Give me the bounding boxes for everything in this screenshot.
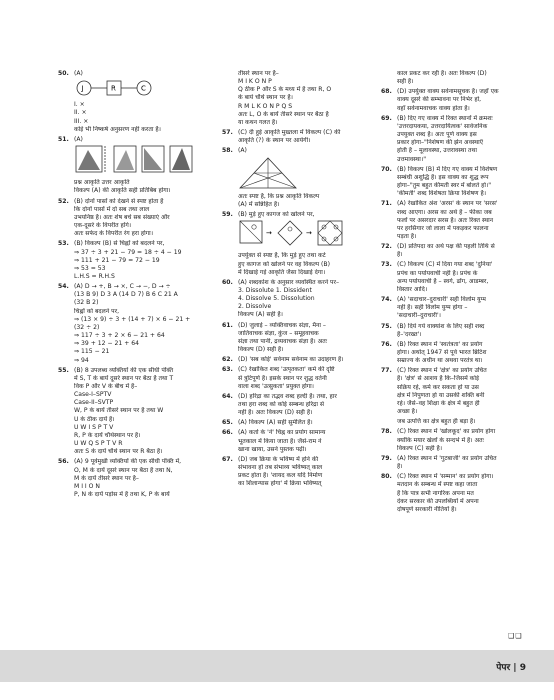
answer-item (222, 366, 374, 390)
answer-item (381, 455, 531, 471)
question-number: 66. (222, 429, 233, 437)
answer-line: ⇒ 117 ÷ 3 + 2 × 6 − 21 + 64 (74, 332, 165, 340)
answer-line: नहीं है। अतः विकल्प (D) सही है। (238, 409, 313, 417)
answer-line: सम्राज्य के अधीन था अथवा परतंत्र था। (397, 357, 483, 365)
answer-item (222, 419, 374, 427)
answer-item (381, 428, 531, 452)
answer-line: विकल्प (D) सही है। (238, 346, 284, 354)
answer-line: प्रपंच का पर्यायवाची नहीं है। प्रपंच के (397, 269, 478, 277)
answer-line: या कथन गलत है। (238, 118, 278, 126)
answer-item (381, 166, 531, 199)
svg-text:R: R (111, 84, 116, 93)
answer-line: (C) रिक्त स्थान में 'खोलकूद' का प्रयोग होगा (397, 428, 496, 436)
answer-line: O, M के दायें दूसरे स्थान पर बैठा है तथा N, (74, 466, 173, 474)
answer-item (381, 473, 531, 514)
answer-line: पड़ता है। (397, 232, 417, 240)
question-number: 52. (58, 197, 69, 205)
answer-figure (74, 78, 214, 101)
answer-item (222, 129, 374, 145)
answer-item (381, 200, 531, 241)
answer-line: है। (397, 463, 403, 471)
answer-line: क्षेत्र में निपुणता हो या उसकी शक्ति बनी (397, 391, 485, 399)
answer-line: प्रश्न आकृति उत्तर आकृति (74, 179, 130, 187)
answer-line: (D) प्रतिपदा का अर्थ पक्ष की पहली तिथि से (397, 243, 495, 251)
answer-line: जब उत्पत्ति का क्षेत्र बहुत ही बड़ा है। (397, 418, 476, 426)
answer-line: काल प्रकट कर रही है। अतः विकल्प (D) (397, 70, 487, 77)
answer-line: विक P और V के बीच में है– (74, 383, 138, 390)
answer-line: II. × (74, 109, 87, 117)
answer-line: R M L K O N P Q S (238, 102, 293, 110)
answer-line: खाना खाया, उसने पुस्तक पढ़ी। (238, 445, 307, 453)
answer-line: उत्तमावस्था।" (397, 155, 426, 163)
answer-line: का शिलान्यास होगा' में क्रिया भविष्यत् (238, 480, 322, 488)
question-number: 58. (222, 147, 233, 155)
question-number: 65. (222, 419, 233, 427)
answer-item (58, 136, 214, 196)
answer-item (381, 367, 531, 416)
answer-line: (C) रिक्त स्थान में 'सम्मान' का प्रयोग होगा। (397, 473, 494, 481)
answer-line: कोई भी निष्कर्ष अनुसरण नहीं करता है। (74, 125, 161, 133)
venn-diagram (74, 78, 164, 98)
question-number: 50. (58, 70, 69, 77)
question-number: 64. (222, 392, 233, 400)
answer-line: एक-दूसरे के विपरीत होंगे। (74, 222, 132, 230)
answer-line: होगा–"तुम बहुत कीमती स्वर में बोलते हो।" (397, 182, 492, 190)
answer-line: (C) रेखांकित शब्द 'उत्पृतकता' कर्म की दृष्टि (238, 366, 335, 374)
question-number: 59. (222, 211, 233, 219)
answer-line: तथा हरा शब्द को कोई सम्बन्ध हरिद्रा से (238, 401, 324, 408)
answer-line: (A) विकल्प (A) सही सुमेलित है। (238, 419, 313, 427)
question-number: 62. (222, 356, 233, 364)
svg-text:→: → (266, 229, 272, 238)
answer-line: M I K O N P (238, 78, 272, 86)
answer-item (58, 198, 214, 239)
answer-line: अतः L, O के बायें तीसरे स्थान पर बैठा है (238, 110, 329, 118)
answer-item (58, 240, 214, 281)
answer-line: होती है – मूलावस्था, उत्तरावस्था तथा (397, 147, 477, 155)
answer-item (58, 367, 214, 457)
answer-line: (D) उपर्युक्त वाक्य सर्वनामसूचक है। जहाँ एक (397, 88, 499, 96)
answer-line: दोषपूर्ण सरकारी नीतियों है। (397, 505, 457, 513)
answer-line: अतः सफेद के विपरीत रंग हरा होगा। (74, 230, 154, 238)
answer-column-2 (222, 70, 374, 491)
answer-line: अतः स्पष्ट है, कि प्रश्न आकृति विकल्प (238, 192, 320, 200)
answer-line: उभयनिष्ठ है। अतः शेष बचे सब संख्याएं और (74, 213, 170, 221)
answer-line: उपर्युक्त से स्पष्ट है, कि मुड़े हुए तथा कटे (238, 252, 326, 260)
answer-item (58, 283, 214, 365)
question-number: 51. (58, 135, 69, 143)
answer-line: ⇒ 53 = 53 (74, 264, 106, 272)
question-number: 75. (381, 322, 392, 330)
answer-line: 'सदाचारी–दुराचारी'। (397, 312, 441, 320)
answer-line: पर हरसिंगार जो लाला में पकड़कर फालना (397, 224, 489, 232)
answer-line: (D) 'सब कोई' सर्वनाम सर्वनाम का उदाहरण है। (238, 356, 344, 364)
answer-line: जातिवाचक संज्ञा, कुंज – समूहवाचक (238, 329, 319, 337)
answer-line: मतदान के सम्बन्ध में स्पष्ट कहा जाता (397, 481, 478, 489)
answer-line: I. × (74, 101, 85, 109)
page-number: पेपर | 9 (496, 663, 526, 673)
answer-item (222, 322, 374, 355)
answer-line: कि दोनों पासों में दो सब तथा लाल (74, 205, 150, 213)
answer-line: M I I O N (74, 482, 100, 490)
answer-line: (D) हरिद्रा का तद्भव शब्द हल्दी है। तथा, हार (238, 392, 337, 400)
answer-line: (A) (74, 135, 83, 143)
answer-item (222, 147, 374, 209)
answer-line: 2. Dissolve (238, 303, 272, 311)
answer-line: ⇒ 39 + 12 − 21 + 64 (74, 340, 139, 348)
answer-item (58, 70, 214, 134)
answer-line: आकृति (?) के स्थान पर आयेगी। (238, 137, 311, 145)
answer-line: से त्रुटिपूर्ण है। इसके स्थान पर शुद्ध वर्तनी (238, 374, 327, 382)
answer-line: होगा। अर्थात् 1947 से पूर्व भारत ब्रिटिश (397, 349, 487, 356)
answer-line: P, N के दायें पड़ोस में है तथा K, P के बायें (74, 491, 170, 499)
answer-line: (B) रिक्त स्थान में 'स्वतंत्रता' का प्रयोग (397, 340, 483, 348)
answer-line: (A) में सन्निहित है। (238, 200, 280, 208)
answer-column-3 (381, 70, 531, 516)
question-number: 63. (222, 366, 233, 374)
answer-line: अन्य पर्यायवाची है – स्वर्ग, ढोंग, आडम्बर, (397, 277, 489, 285)
answer-line: ⇒ 115 − 21 (74, 348, 110, 356)
answer-line: वहाँ सर्वनामवाचक वाक्य होता है। (397, 104, 470, 112)
question-number: 53. (58, 240, 69, 248)
answer-line: (A) 9 पूर्वमुखी व्यक्तियों की एक सीधी पंक्ति में, (74, 458, 182, 466)
answer-figure (74, 144, 214, 179)
answer-line: (D) जब क्रिया के भविष्य में होने की (238, 455, 319, 463)
question-number: 76. (381, 340, 392, 348)
question-number: 68. (381, 88, 392, 96)
answer-line: (B) दिए गए वाक्य में रिक्त स्थानों में क्रमशः (397, 114, 493, 122)
answer-line: विकल्प (A) सही है। (238, 311, 283, 319)
answer-line: (B) दोनों पासों को देखने से स्पष्ट होता है (74, 197, 164, 205)
answer-line: M के दायें तीसरे स्थान पर है– (74, 474, 139, 482)
answer-item (381, 115, 531, 164)
folded-paper-figure (238, 219, 378, 249)
answer-line: सही है। (397, 78, 414, 86)
answer-line: हुए कागज को खोलने पर वह विकल्प (B) (238, 260, 330, 268)
answer-figure (238, 156, 374, 193)
answer-line: Q ठीक P और S के मध्य में है तथा R, O (238, 86, 332, 94)
mirror-figure (74, 144, 214, 176)
answer-line: चिह्नों को बदलने पर, (74, 307, 120, 315)
answer-line: Case-II–SVTP (74, 399, 114, 407)
answer-line: ⇒ 111 + 21 − 79 = 72 − 19 (74, 256, 160, 264)
answer-line: (B) दिये गये वाक्यांश के लिए सही शब्द (397, 322, 485, 330)
end-mark: ❑❑ (508, 632, 523, 640)
answer-line: 'उत्तरदायकया, उत्तरदायित्वक' सार्वजनिक (397, 122, 488, 130)
answer-column-1 (58, 70, 214, 501)
answer-line: (B) विकल्प (B) से चिह्नों को बदलने पर, (74, 240, 165, 248)
answer-item (222, 211, 374, 277)
answer-line: क्योंकि मयार खेलों के सन्दर्भ में है। अतः (397, 436, 484, 444)
question-number: 74. (381, 296, 392, 304)
answer-line: R, P के दायें चौथेस्थान पर है। (74, 431, 141, 439)
answer-line: (A) रिक्त स्थान में 'गुटबाजी' का प्रयोग उचित (397, 454, 497, 462)
answer-line: 3. Dissolute 1. Dissident (238, 286, 312, 294)
answer-line: है कि पात्र सभी नागरिक अपना मत (397, 489, 474, 497)
answer-line: नहीं है। सही विलोम युग्म होगा – (397, 304, 468, 312)
answer-line: भूतकाल में किया जाता है। जैसे-राम ने (238, 437, 322, 445)
answer-line: W, P के बायें तीसरे स्थान पर है तथा W (74, 407, 164, 415)
answer-item (222, 356, 374, 364)
answer-line: (C) विकल्प (C) में दिया गया शब्द 'दुनिया' (397, 261, 493, 269)
answer-line: प्रकार होगा–"निशेषण की झेन अवस्थाएँ (397, 139, 484, 147)
answer-line: सक्रिय रहे, कर्म कर सकता हो या उस (397, 383, 479, 391)
question-number: 80. (381, 473, 392, 481)
answer-line: (A) रेखांकित अंश 'अरस' के स्थान पर 'सरस' (397, 200, 498, 208)
triangle-figure (238, 156, 298, 190)
answer-line: अच्छा है। (397, 408, 418, 416)
answer-line: अतः S के दायें चौथे स्थान पर R बैठा है। (74, 448, 163, 456)
answer-item (381, 243, 531, 259)
question-number: 73. (381, 261, 392, 269)
answer-item (381, 296, 531, 320)
answer-line: (B) 8 उपलब्ध व्यक्तियों की एक सीधी पंक्ति (74, 366, 174, 374)
answer-item (222, 279, 374, 320)
answer-item (58, 458, 214, 499)
answer-figure (238, 219, 374, 252)
question-number: 55. (58, 366, 69, 374)
question-number: 56. (58, 458, 69, 466)
question-number: 69. (381, 114, 392, 122)
answer-line: U W I S P T V (74, 423, 114, 431)
answer-line: ⇒ 37 ÷ 3 + 21 − 79 = 18 ÷ 4 − 19 (74, 248, 182, 256)
answer-line: तीसरे स्थान पर है– (238, 70, 279, 77)
answer-line: विस्तार आदि। (397, 285, 428, 293)
answer-line: (A) (74, 70, 83, 77)
answer-line: 4. Dissolve 5. Dissolution (238, 295, 315, 303)
answer-line: (B) मुड़े हुए कागज को खोलने पर, (238, 211, 315, 219)
answer-line: (A) 'सदाचार–दुराचारी' सही विलोम युग्म (397, 296, 486, 304)
answer-line: के बाये चौथे स्थान पर है। (238, 94, 293, 102)
question-number: 70. (381, 165, 392, 173)
answer-item (381, 88, 531, 112)
answer-line: फलों पर असरदार सरस है। अतः रिक्त स्थान (397, 216, 494, 224)
answer-line: (D) जुलाई – व्यक्तिवाचक संज्ञा, मैना – (238, 321, 326, 329)
question-number: 77. (381, 367, 392, 375)
answer-line: 'कीमती' शब्द विशेषता क्रिया विशेषण है। (397, 190, 487, 198)
answer-item (381, 261, 531, 294)
answer-line: संभावना हो तब संभाव्य भविष्यत् काल (238, 464, 323, 472)
answer-line: है। 'क्षेत्र' से आशय है कि–जिसमें कोई (397, 375, 479, 383)
answer-line: U W Q S P T V R (74, 440, 123, 448)
answer-line: L.H.S = R.H.S (74, 272, 115, 280)
question-number: 60. (222, 278, 233, 286)
question-number: 61. (222, 321, 233, 329)
answer-item (381, 323, 531, 339)
answer-item (381, 418, 531, 426)
answer-item (222, 456, 374, 489)
answer-line: III. × (74, 117, 89, 125)
answer-line: में दिखाई गई आकृति जैसा दिखाई देगा। (238, 268, 326, 276)
svg-text:→: → (306, 229, 312, 238)
answer-line: देकर सरकार की उपलब्धियों में अपना (397, 497, 479, 505)
answer-line: विकल्प (A) की आकृति सही प्रतिबिंब होगा। (74, 187, 171, 195)
question-number: 79. (381, 454, 392, 462)
answer-line: (A) (238, 147, 247, 155)
question-number: 54. (58, 283, 69, 291)
answer-line: (A) कर्ता के 'ने' चिह्न का प्रयोग सामान्य (238, 429, 326, 437)
answer-line: (32 ÷ 2) (74, 323, 100, 331)
answer-line: ⇒ 94 (74, 356, 89, 364)
answer-line: वाक्य दूसरे की सम्भावना पर निर्भर हो, (397, 96, 482, 104)
answer-line: (C) रिक्त स्थान में 'क्षेत्र' का प्रयोग उचित (397, 367, 487, 375)
answer-line: (B) विकल्प (B) में दिए गए वाक्य में विशेषण (397, 165, 498, 173)
footer-bar (0, 650, 554, 682)
answer-line: है–'दरख्त'। (397, 330, 422, 338)
svg-text:C: C (141, 84, 146, 93)
answer-line: संज्ञा तथा पानी, द्रव्यवाचक संज्ञा है। अतः (238, 337, 327, 345)
question-number: 57. (222, 129, 233, 137)
answer-line: शब्द आएगा। अरस का अर्थ है – फीका जब (397, 208, 492, 216)
question-number: 71. (381, 200, 392, 208)
answer-line: ⇒ (13 × 9) ÷ 3 + (14 + 7) × 6 − 21 + (74, 315, 191, 323)
answer-line: रहे। जैसे–वह शिक्षा के क्षेत्र में बहुत ही (397, 399, 480, 407)
svg-text:J: J (81, 84, 84, 93)
answer-item (222, 393, 374, 417)
answer-line: (A) D → +, B → ×, C → −, D → ÷ (74, 283, 171, 291)
answer-line: (32 B 2) (74, 299, 99, 307)
answer-line: U के ठीक दायें है। (74, 415, 115, 423)
answer-line: Case-I–SPTV (74, 391, 112, 399)
answer-line: प्रकट होता है। 'शायद कल यदि निर्माण (238, 472, 323, 480)
answer-item (222, 429, 374, 453)
answer-line: वाला शब्द 'उत्सुकता' प्रयुक्त होगा। (238, 382, 314, 390)
answer-line: उपयुक्त शब्द है। अतः पूर्ण वाक्य इस (397, 131, 477, 139)
answer-item (381, 70, 531, 86)
answer-line: (A) शब्दकोश के अनुसार व्यवस्थित करने पर– (238, 278, 340, 286)
answer-line: है। (397, 251, 403, 259)
question-number: 67. (222, 455, 233, 463)
answer-line: विकल्प (C) सही है। (397, 444, 443, 452)
question-number: 78. (381, 428, 392, 436)
answer-item (381, 341, 531, 365)
answer-line: (C) दी हुई आकृति मुख्तला में विकल्प (C) की (238, 129, 341, 137)
answer-line: सम्बंधी अशुद्धि है। इस वाक्य का शुद्ध रूप (397, 173, 489, 181)
question-number: 72. (381, 243, 392, 251)
answer-line: में S, T के बायें दूसरे स्थान पर बैठा है तथा T (74, 374, 174, 382)
answer-line: (13 B 9) D 3 A (14 D 7) B 6 C 21 A (74, 291, 178, 299)
answer-item (222, 70, 374, 127)
